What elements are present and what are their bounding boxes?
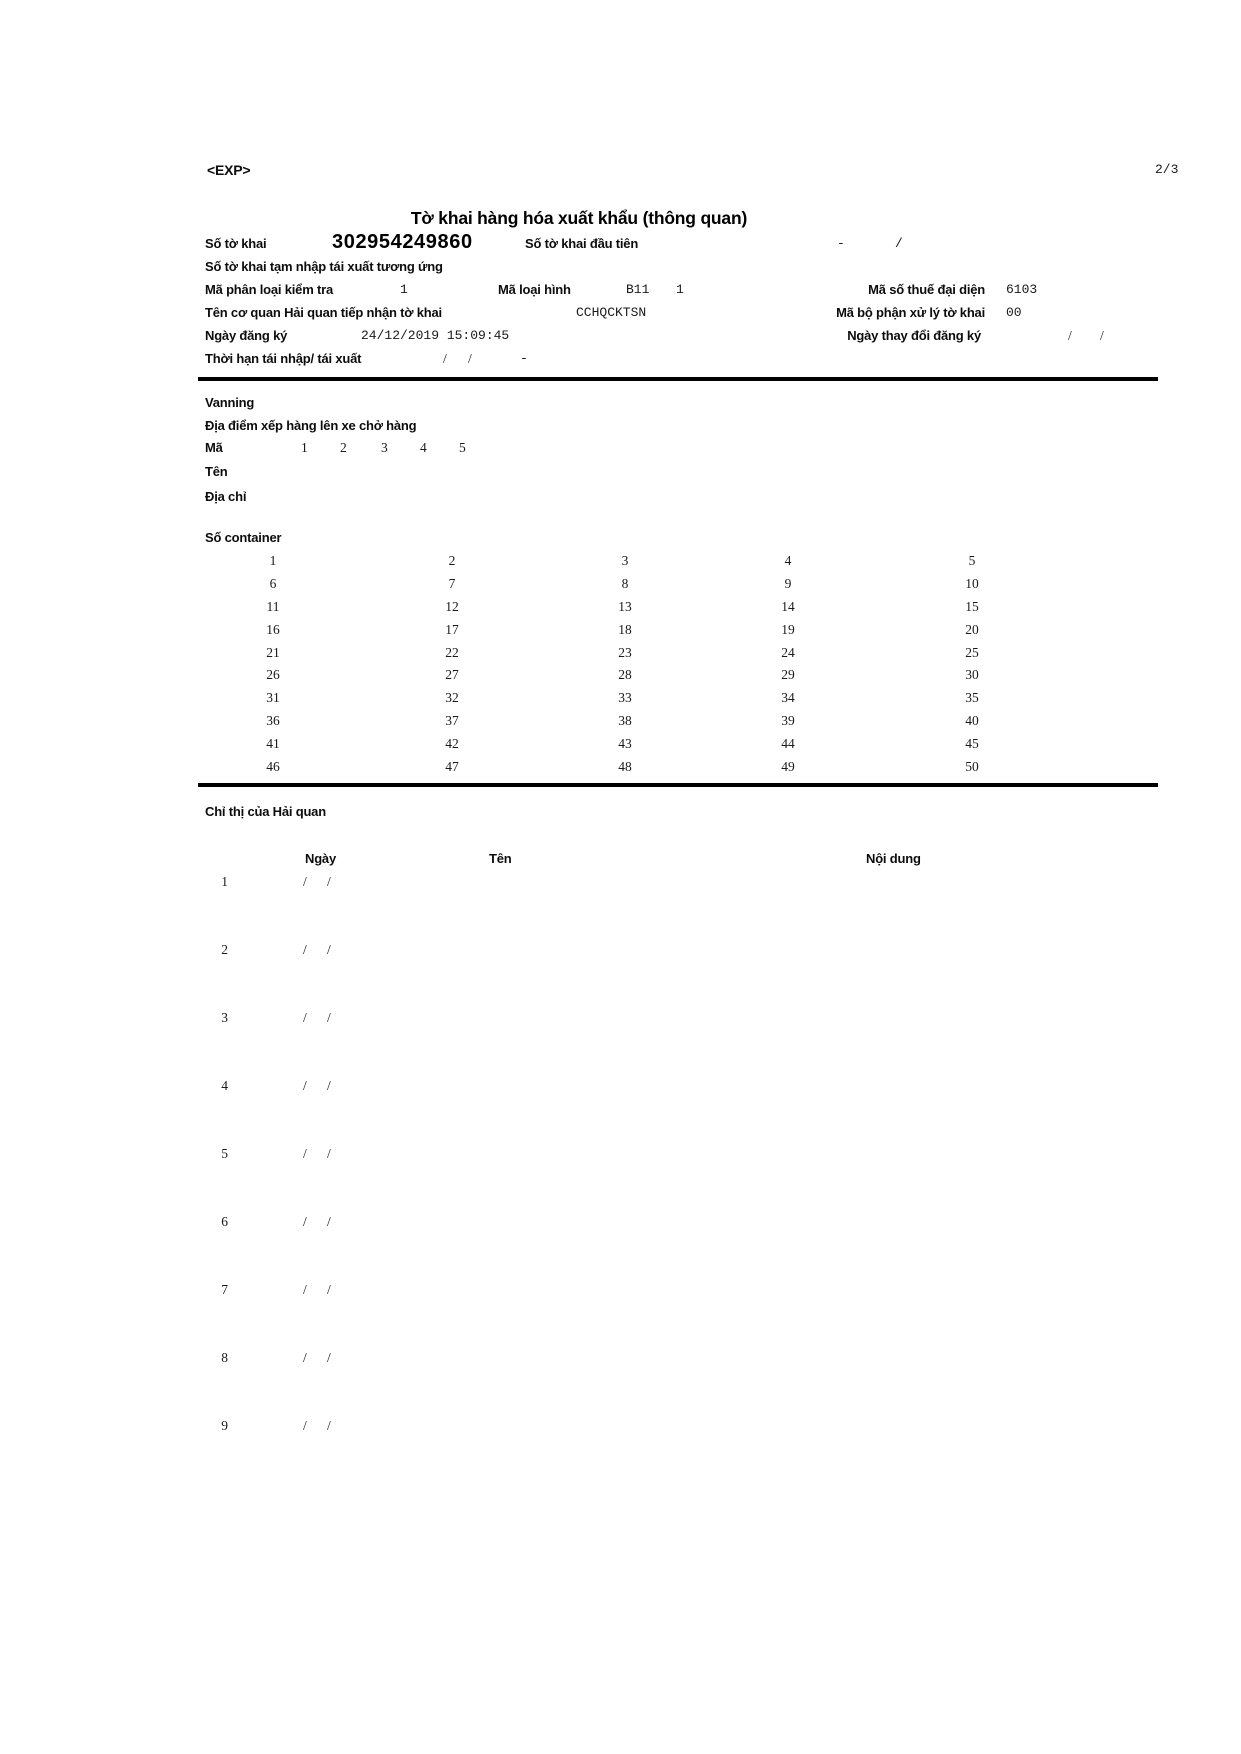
directive-row-number: 6 — [221, 1214, 228, 1229]
container-slot-number: 44 — [781, 736, 795, 752]
container-row — [0, 713, 1241, 736]
container-slot-number: 25 — [965, 644, 979, 660]
ma-phan-loai-value: 1 — [400, 282, 408, 297]
container-slot-number: 37 — [445, 713, 459, 729]
container-slot-number: 35 — [965, 690, 979, 706]
container-row — [0, 690, 1241, 713]
directive-date-slash1: / — [303, 1010, 307, 1025]
container-slot-number: 27 — [445, 667, 459, 683]
thoi-han-slash2: / — [468, 351, 472, 366]
directive-row — [0, 1350, 1241, 1418]
container-slot-number: 34 — [781, 690, 795, 706]
container-slot-number: 45 — [965, 736, 979, 752]
container-slot-number: 15 — [965, 598, 979, 614]
ma-so-thue-label: Mã số thuế đại diện — [868, 282, 985, 297]
container-slot-number: 31 — [266, 690, 280, 706]
container-slot-number: 21 — [266, 644, 280, 660]
ten-co-quan-label: Tên cơ quan Hải quan tiếp nhận tờ khai — [205, 305, 442, 320]
container-slot-number: 6 — [269, 575, 277, 591]
directive-date-slash1: / — [303, 1078, 307, 1093]
container-slot-number: 32 — [445, 690, 459, 706]
so-to-khai-label: Số tờ khai — [205, 236, 267, 251]
directive-row-number: 4 — [221, 1078, 228, 1093]
directive-date-slash2: / — [327, 1350, 331, 1365]
vanning-dia-chi-label: Địa chỉ — [205, 489, 247, 504]
container-row — [0, 553, 1241, 576]
container-slot-number: 50 — [965, 759, 979, 775]
container-slot-number: 30 — [965, 667, 979, 683]
vanning-ma-index-2: 2 — [340, 440, 347, 455]
directive-row — [0, 1214, 1241, 1282]
container-slot-number: 24 — [781, 644, 795, 660]
container-slot-number: 33 — [618, 690, 632, 706]
container-slot-number: 36 — [266, 713, 280, 729]
directive-row — [0, 874, 1241, 942]
vanning-ma-index-5: 5 — [459, 440, 466, 455]
container-slot-number: 22 — [445, 644, 459, 660]
container-slot-number: 8 — [621, 575, 629, 591]
container-slot-number: 39 — [781, 713, 795, 729]
vanning-ma-index-3: 3 — [381, 440, 388, 455]
container-slot-number: 18 — [618, 621, 632, 637]
container-slot-number: 49 — [781, 759, 795, 775]
container-slot-number: 7 — [448, 575, 456, 591]
container-slot-number: 29 — [781, 667, 795, 683]
directive-date-slash2: / — [327, 1078, 331, 1093]
container-row — [0, 622, 1241, 645]
directive-date-slash2: / — [327, 1418, 331, 1433]
container-slot-number: 28 — [618, 667, 632, 683]
container-slot-number: 9 — [784, 575, 792, 591]
directive-date-slash1: / — [303, 1214, 307, 1229]
ma-so-thue-value: 6103 — [1006, 282, 1038, 297]
container-slot-number: 4 — [784, 553, 792, 568]
ma-loai-hinh-value: B11 — [626, 282, 650, 297]
directive-row-number: 9 — [221, 1418, 228, 1433]
container-slot-number: 40 — [965, 713, 979, 729]
directive-row-number: 8 — [221, 1350, 228, 1365]
so-to-khai-dau-tien-label: Số tờ khai đầu tiên — [525, 236, 639, 251]
so-to-khai-dau-tien-dash: - — [837, 236, 845, 251]
thoi-han-dash: - — [520, 351, 528, 366]
page-indicator: 2/3 — [1155, 162, 1179, 177]
ma-loai-hinh-value2: 1 — [676, 282, 684, 297]
directive-row-number: 7 — [221, 1282, 228, 1297]
ten-co-quan-value: CCHQCKTSN — [576, 305, 647, 320]
exp-tag: <EXP> — [207, 162, 251, 178]
so-to-khai-value: 302954249860 — [332, 231, 473, 253]
directive-date-slash1: / — [303, 1418, 307, 1433]
section-divider-top — [198, 377, 1158, 381]
container-slot-number: 42 — [445, 736, 459, 752]
directive-date-slash2: / — [327, 1010, 331, 1025]
directive-row — [0, 1010, 1241, 1078]
container-slot-number: 43 — [618, 736, 632, 752]
directive-date-slash2: / — [327, 1214, 331, 1229]
container-row — [0, 736, 1241, 759]
container-row — [0, 667, 1241, 690]
container-slot-number: 2 — [448, 553, 456, 568]
thoi-han-slash1: / — [443, 351, 447, 366]
directive-row-number: 2 — [221, 942, 228, 957]
container-slot-number: 10 — [965, 575, 979, 591]
container-slot-number: 14 — [781, 598, 795, 614]
tam-nhap-label: Số tờ khai tạm nhập tái xuất tương ứng — [205, 259, 443, 274]
vanning-ten-label: Tên — [205, 464, 228, 479]
ngay-dang-ky-value: 24/12/2019 15:09:45 — [361, 328, 510, 343]
container-slot-number: 5 — [968, 553, 976, 568]
page-title: Tờ khai hàng hóa xuất khẩu (thông quan) — [410, 208, 748, 228]
directive-date-slash1: / — [303, 1146, 307, 1161]
ma-bo-phan-label: Mã bộ phận xử lý tờ khai — [836, 305, 985, 320]
vanning-dia-diem-label: Địa điểm xếp hàng lên xe chở hàng — [205, 418, 417, 433]
directive-row-number: 3 — [221, 1010, 228, 1025]
section-divider-bottom — [198, 783, 1158, 787]
container-slot-number: 12 — [445, 598, 459, 614]
directive-date-slash2: / — [327, 874, 331, 889]
container-slot-number: 47 — [445, 759, 459, 775]
directive-date-slash2: / — [327, 1282, 331, 1297]
directive-date-slash1: / — [303, 1350, 307, 1365]
ma-bo-phan-value: 00 — [1006, 305, 1022, 320]
ma-loai-hinh-label: Mã loại hình — [498, 282, 571, 297]
container-slot-number: 48 — [618, 759, 632, 775]
directive-col-ten: Tên — [489, 851, 512, 866]
container-slot-number: 11 — [266, 598, 280, 614]
directive-row — [0, 942, 1241, 1010]
directive-row — [0, 1078, 1241, 1146]
container-slot-number: 3 — [621, 553, 629, 568]
container-slot-number: 41 — [266, 736, 280, 752]
container-row — [0, 599, 1241, 622]
container-slot-number: 38 — [618, 713, 632, 729]
ma-phan-loai-label: Mã phân loại kiểm tra — [205, 282, 334, 297]
so-to-khai-dau-tien-slash: / — [895, 236, 903, 251]
container-slot-number: 20 — [965, 621, 979, 637]
container-row — [0, 576, 1241, 599]
container-slot-number: 1 — [269, 553, 277, 568]
ngay-thay-doi-label: Ngày thay đổi đăng ký — [847, 328, 981, 343]
container-slot-number: 19 — [781, 621, 795, 637]
directive-row-number: 1 — [221, 874, 228, 889]
container-slot-number: 26 — [266, 667, 280, 683]
directive-date-slash1: / — [303, 1282, 307, 1297]
directive-row — [0, 1282, 1241, 1350]
directive-row — [0, 1418, 1241, 1486]
directive-col-ngay: Ngày — [305, 851, 336, 866]
directive-rows — [0, 874, 1241, 1486]
vanning-title: Vanning — [205, 395, 255, 410]
container-slot-number: 23 — [618, 644, 632, 660]
container-slot-number: 16 — [266, 621, 280, 637]
vanning-ma-index-1: 1 — [301, 440, 308, 455]
ngay-thay-doi-slash2: / — [1100, 328, 1104, 343]
directive-col-noi-dung: Nội dung — [866, 851, 921, 866]
directive-row — [0, 1146, 1241, 1214]
vanning-ma-index-4: 4 — [420, 440, 427, 455]
ngay-thay-doi-slash1: / — [1068, 328, 1072, 343]
container-section-label: Số container — [205, 530, 282, 545]
directive-date-slash1: / — [303, 942, 307, 957]
container-slot-number: 46 — [266, 759, 280, 775]
container-row — [0, 759, 1241, 782]
container-row — [0, 645, 1241, 668]
container-number-grid — [0, 553, 1241, 782]
directive-date-slash1: / — [303, 874, 307, 889]
vanning-ma-label: Mã — [205, 440, 223, 455]
customs-directive-label: Chỉ thị của Hải quan — [205, 804, 326, 819]
container-slot-number: 17 — [445, 621, 459, 637]
directive-row-number: 5 — [221, 1146, 228, 1161]
ngay-dang-ky-label: Ngày đăng ký — [205, 328, 288, 343]
thoi-han-label: Thời hạn tái nhập/ tái xuất — [205, 351, 362, 366]
directive-date-slash2: / — [327, 1146, 331, 1161]
container-slot-number: 13 — [618, 598, 632, 614]
directive-date-slash2: / — [327, 942, 331, 957]
